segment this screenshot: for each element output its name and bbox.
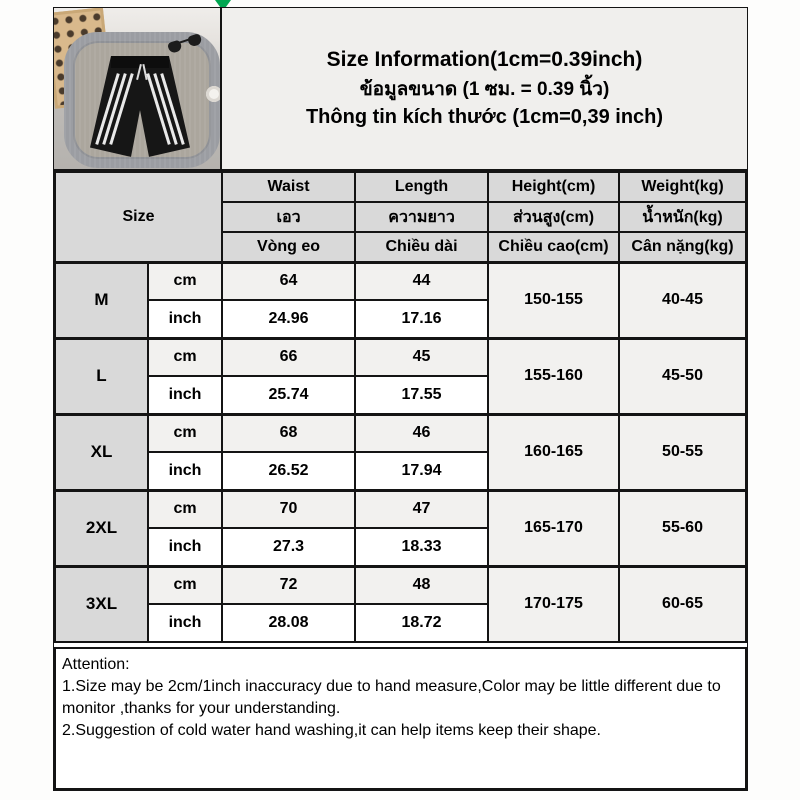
header-weight-th: น้ำหนัก(kg)	[619, 202, 746, 232]
title-thai: ข้อมูลขนาด (1 ซม. = 0.39 นิ้ว)	[359, 79, 610, 100]
cell-waist-inch: 28.08	[222, 604, 355, 642]
header-length-vi: Chiều dài	[355, 232, 488, 262]
cell-length-cm: 48	[355, 566, 488, 604]
cell-waist-inch: 25.74	[222, 376, 355, 414]
unit-cm: cm	[148, 338, 222, 376]
size-label: XL	[55, 414, 148, 490]
attention-box	[54, 647, 747, 790]
cell-waist-inch: 27.3	[222, 528, 355, 566]
cell-waist-cm: 68	[222, 414, 355, 452]
attention-note-1: 1.Size may be 2cm/1inch inaccuracy due to hand measure,Color may be little different due to monitor ,thanks for your understanding.	[62, 678, 721, 718]
cell-length-cm: 44	[355, 262, 488, 300]
cell-length-inch: 17.16	[355, 300, 488, 338]
cell-height: 155-160	[488, 338, 619, 414]
attention-note-2: 2.Suggestion of cold water hand washing,it can help items keep their shape.	[62, 722, 601, 740]
cell-length-inch: 18.72	[355, 604, 488, 642]
header-weight-en: Weight(kg)	[619, 172, 746, 202]
cell-length-cm: 45	[355, 338, 488, 376]
size-label: M	[55, 262, 148, 338]
size-label: 2XL	[55, 490, 148, 566]
cell-waist-inch: 24.96	[222, 300, 355, 338]
cell-waist-inch: 26.52	[222, 452, 355, 490]
header-height-en: Height(cm)	[488, 172, 619, 202]
cell-height: 170-175	[488, 566, 619, 642]
product-photo	[54, 8, 222, 169]
cell-weight: 60-65	[619, 566, 746, 642]
photo-cup	[206, 86, 222, 102]
cell-length-inch: 17.94	[355, 452, 488, 490]
size-table	[54, 171, 747, 643]
cell-height: 165-170	[488, 490, 619, 566]
header-height-th: ส่วนสูง(cm)	[488, 202, 619, 232]
cell-waist-cm: 66	[222, 338, 355, 376]
table-row	[55, 490, 746, 528]
size-label: L	[55, 338, 148, 414]
header-waist-th: เอว	[222, 202, 355, 232]
table-row	[55, 338, 746, 376]
table-row	[55, 414, 746, 452]
size-chart-sheet	[53, 7, 748, 791]
cell-waist-cm: 72	[222, 566, 355, 604]
top-section	[54, 8, 747, 171]
header-length-en: Length	[355, 172, 488, 202]
unit-inch: inch	[148, 604, 222, 642]
table-row	[55, 566, 746, 604]
cell-height: 160-165	[488, 414, 619, 490]
cell-length-cm: 46	[355, 414, 488, 452]
title-english: Size Information(1cm=0.39inch)	[326, 48, 643, 71]
header-weight-vi: Cân nặng(kg)	[619, 232, 746, 262]
header-waist-en: Waist	[222, 172, 355, 202]
cell-waist-cm: 64	[222, 262, 355, 300]
unit-cm: cm	[148, 566, 222, 604]
attention-heading: Attention:	[62, 656, 130, 673]
header-waist-vi: Vòng eo	[222, 232, 355, 262]
cell-length-inch: 18.33	[355, 528, 488, 566]
unit-inch: inch	[148, 452, 222, 490]
cell-weight: 55-60	[619, 490, 746, 566]
unit-inch: inch	[148, 300, 222, 338]
cell-height: 150-155	[488, 262, 619, 338]
cell-length-inch: 17.55	[355, 376, 488, 414]
size-info-title-block	[222, 8, 747, 169]
size-header-cell: Size	[55, 172, 222, 262]
cell-weight: 45-50	[619, 338, 746, 414]
unit-inch: inch	[148, 376, 222, 414]
cell-waist-cm: 70	[222, 490, 355, 528]
cell-length-cm: 47	[355, 490, 488, 528]
title-vietnamese: Thông tin kích thước (1cm=0,39 inch)	[305, 106, 664, 128]
header-row-en	[55, 172, 746, 202]
cell-weight: 40-45	[619, 262, 746, 338]
unit-inch: inch	[148, 528, 222, 566]
header-length-th: ความยาว	[355, 202, 488, 232]
size-label: 3XL	[55, 566, 148, 642]
cell-weight: 50-55	[619, 414, 746, 490]
unit-cm: cm	[148, 414, 222, 452]
header-height-vi: Chiều cao(cm)	[488, 232, 619, 262]
unit-cm: cm	[148, 490, 222, 528]
unit-cm: cm	[148, 262, 222, 300]
table-row	[55, 262, 746, 300]
